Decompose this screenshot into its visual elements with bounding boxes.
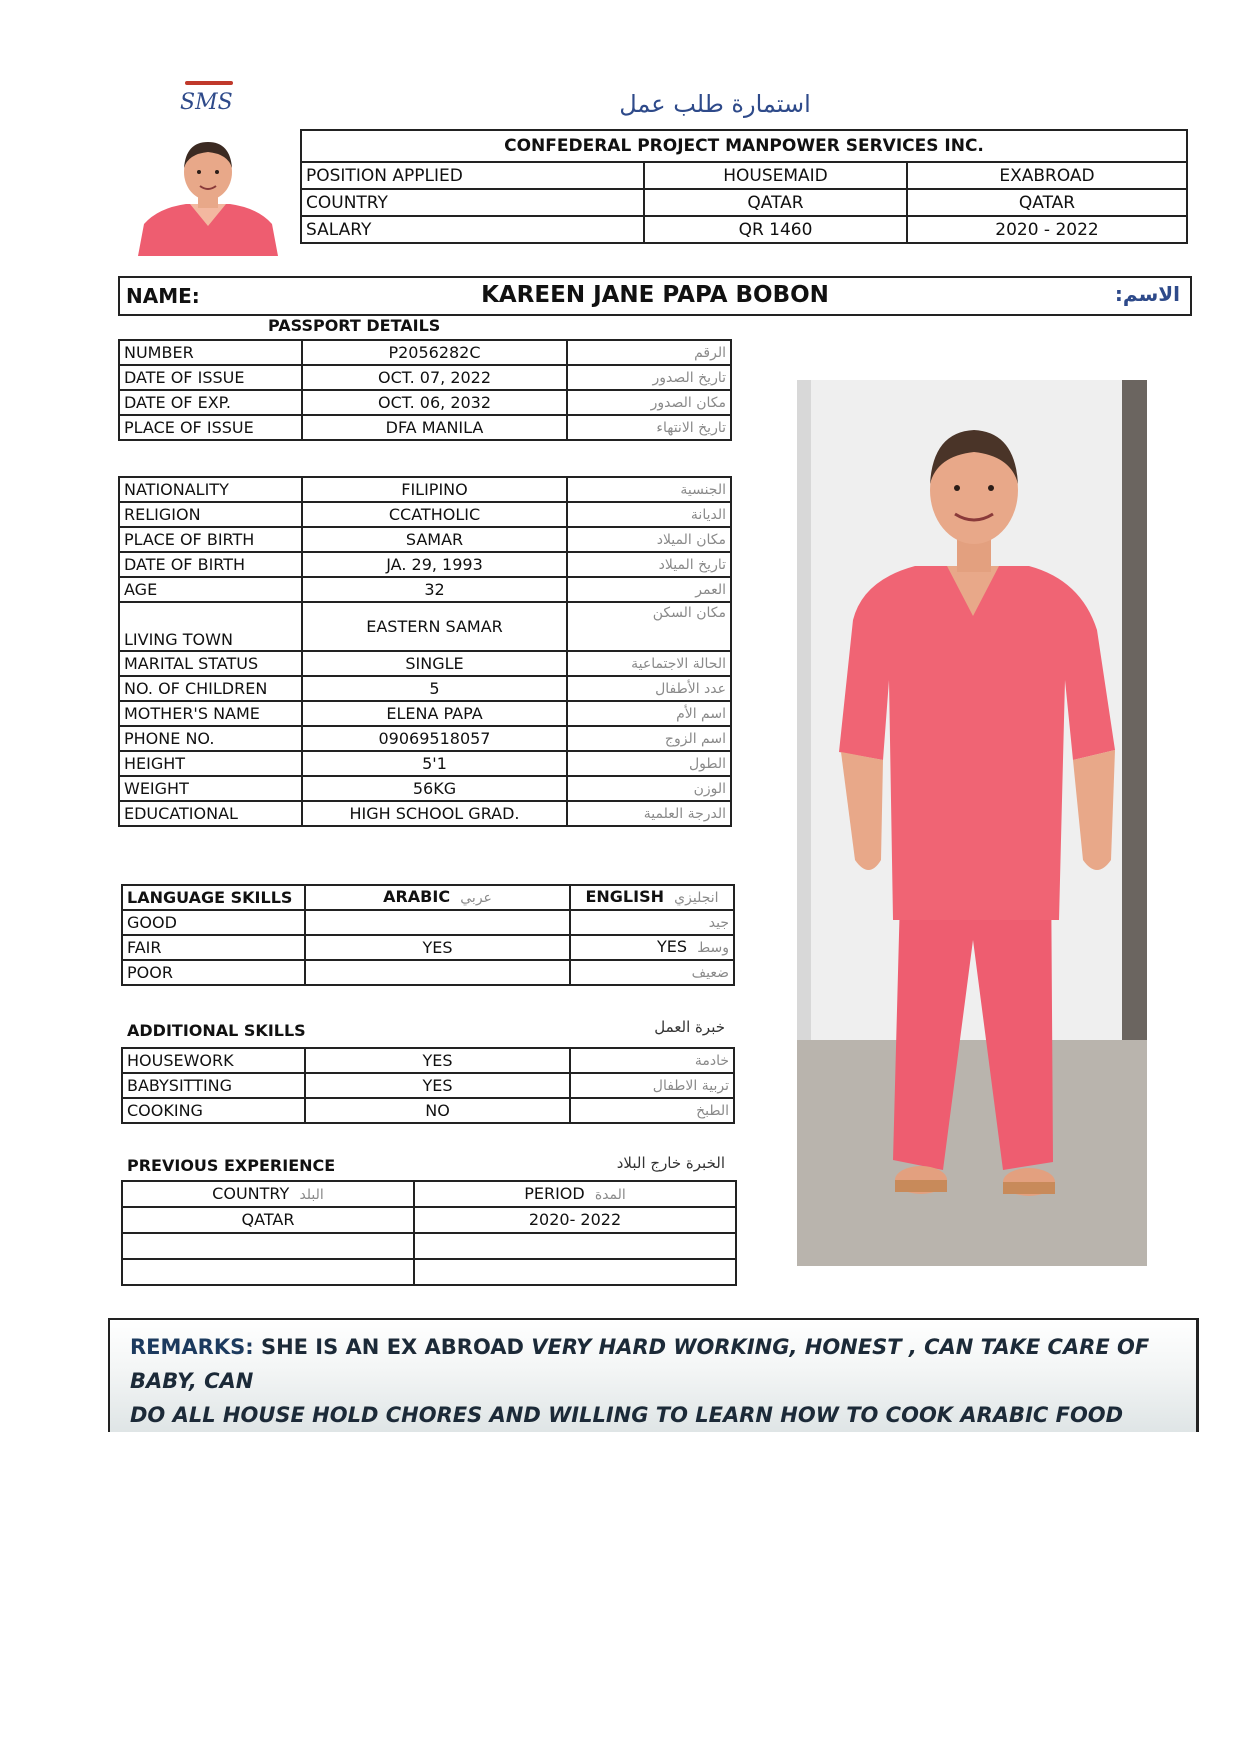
- marital-status-value: SINGLE: [302, 651, 567, 676]
- table-row: [122, 1259, 736, 1285]
- age-arabic: العمر: [567, 577, 731, 602]
- table-row: [119, 776, 731, 801]
- good-label: GOOD: [122, 910, 305, 935]
- name-bar: [118, 276, 1192, 316]
- additional-skills-title: ADDITIONAL SKILLS: [127, 1021, 306, 1040]
- table-row: [119, 602, 731, 651]
- additional-skills-title-arabic: خبرة العمل: [654, 1018, 725, 1036]
- children-value: 5: [302, 676, 567, 701]
- birth-place-label: PLACE OF BIRTH: [119, 527, 302, 552]
- position-value: HOUSEMAID: [644, 162, 907, 189]
- phone-arabic: اسم الزوج: [567, 726, 731, 751]
- table-row: [122, 885, 734, 910]
- mother-name-label: MOTHER'S NAME: [119, 701, 302, 726]
- applicant-name: KAREEN JANE PAPA BOBON: [481, 282, 829, 308]
- housework-label: HOUSEWORK: [122, 1048, 305, 1073]
- passport-number-label: NUMBER: [119, 340, 302, 365]
- remarks-plain: SHE IS AN EX ABROAD: [260, 1335, 524, 1359]
- weight-arabic: الوزن: [567, 776, 731, 801]
- living-town-value: EASTERN SAMAR: [302, 602, 567, 651]
- additional-skills-table: [121, 1047, 735, 1124]
- poor-label: POOR: [122, 960, 305, 985]
- age-value: 32: [302, 577, 567, 602]
- position-label: POSITION APPLIED: [301, 162, 644, 189]
- table-row: [119, 390, 731, 415]
- table-row: [122, 1207, 736, 1233]
- marital-status-label: MARITAL STATUS: [119, 651, 302, 676]
- name-label-arabic: الاسم:: [1114, 282, 1180, 306]
- poor-arabic-label: ضعيف: [691, 965, 729, 981]
- living-town-label: LIVING TOWN: [119, 602, 302, 651]
- good-arabic-label: جيد: [708, 915, 729, 931]
- phone-label: PHONE NO.: [119, 726, 302, 751]
- birth-date-value: JA. 29, 1993: [302, 552, 567, 577]
- experience-table: [121, 1180, 737, 1286]
- passport-table: [118, 339, 732, 441]
- experience-country: QATAR: [122, 1207, 414, 1233]
- experience-country: [122, 1233, 414, 1259]
- experience-country: [122, 1259, 414, 1285]
- period-column-header-ar: المدة: [594, 1186, 626, 1203]
- name-label: NAME:: [126, 284, 200, 308]
- country-column-header: COUNTRY: [212, 1183, 290, 1203]
- cooking-value: NO: [305, 1098, 570, 1123]
- babysitting-arabic: تربية الاطفال: [570, 1073, 734, 1098]
- age-label: AGE: [119, 577, 302, 602]
- table-row: [119, 726, 731, 751]
- salary-label: SALARY: [301, 216, 644, 243]
- language-skills-header: LANGUAGE SKILLS: [122, 885, 305, 910]
- company-name: CONFEDERAL PROJECT MANPOWER SERVICES INC.: [301, 130, 1187, 162]
- applicant-photo-full: [797, 380, 1147, 1266]
- cooking-arabic: الطبخ: [570, 1098, 734, 1123]
- passport-number-arabic: الرقم: [567, 340, 731, 365]
- period-column-header: PERIOD: [524, 1183, 585, 1203]
- table-row: [122, 1233, 736, 1259]
- salary-value: QR 1460: [644, 216, 907, 243]
- issue-date-label: DATE OF ISSUE: [119, 365, 302, 390]
- education-arabic: الدرجة العلمية: [567, 801, 731, 826]
- experience-period: [414, 1259, 736, 1285]
- position-extra: EXABROAD: [907, 162, 1187, 189]
- country-column-header-ar: البلد: [299, 1186, 324, 1203]
- table-row: [122, 1098, 734, 1123]
- good-arabic: [305, 910, 570, 935]
- table-row: [119, 701, 731, 726]
- weight-value: 56KG: [302, 776, 567, 801]
- table-row: [119, 365, 731, 390]
- religion-label: RELIGION: [119, 502, 302, 527]
- weight-label: WEIGHT: [119, 776, 302, 801]
- experience-period: 2020- 2022: [414, 1207, 736, 1233]
- agency-logo: SMS: [180, 90, 233, 115]
- phone-value: 09069518057: [302, 726, 567, 751]
- arabic-column-header: ARABIC: [383, 887, 451, 906]
- table-row: [119, 477, 731, 502]
- nationality-value: FILIPINO: [302, 477, 567, 502]
- religion-value: CCATHOLIC: [302, 502, 567, 527]
- nationality-label: NATIONALITY: [119, 477, 302, 502]
- table-row: [122, 1073, 734, 1098]
- exp-date-arabic: مكان الصدور: [567, 390, 731, 415]
- birth-place-value: SAMAR: [302, 527, 567, 552]
- birth-place-arabic: مكان الميلاد: [567, 527, 731, 552]
- english-column-header-ar: انجليزي: [674, 890, 719, 906]
- previous-experience-title: PREVIOUS EXPERIENCE: [127, 1156, 336, 1175]
- poor-arabic: [305, 960, 570, 985]
- applicant-photo-small: [138, 134, 278, 256]
- table-row: [119, 415, 731, 440]
- arabic-column-header-ar: عربي: [460, 890, 492, 906]
- position-table: [300, 129, 1188, 244]
- form-title-arabic: استمارة طلب عمل: [619, 90, 811, 118]
- english-column-header: ENGLISH: [585, 887, 664, 906]
- babysitting-value: YES: [305, 1073, 570, 1098]
- cooking-label: COOKING: [122, 1098, 305, 1123]
- table-row: [119, 340, 731, 365]
- birth-date-arabic: تاريخ الميلاد: [567, 552, 731, 577]
- issue-place-label: PLACE OF ISSUE: [119, 415, 302, 440]
- table-row: [122, 910, 734, 935]
- passport-title: PASSPORT DETAILS: [268, 316, 441, 335]
- nationality-arabic: الجنسية: [567, 477, 731, 502]
- country-label: COUNTRY: [301, 189, 644, 216]
- passport-number-value: P2056282C: [302, 340, 567, 365]
- table-row: [122, 1181, 736, 1207]
- table-row: [119, 751, 731, 776]
- table-row: [122, 960, 734, 985]
- language-table: [121, 884, 735, 986]
- housework-arabic: خادمة: [570, 1048, 734, 1073]
- remarks-italic-2: DO ALL HOUSE HOLD CHORES AND WILLING TO LEARN HOW TO COOK ARABIC FOOD: [130, 1403, 1124, 1427]
- table-row: [119, 651, 731, 676]
- fair-label: FAIR: [122, 935, 305, 960]
- mother-name-arabic: اسم الأم: [567, 701, 731, 726]
- table-row: [119, 676, 731, 701]
- issue-place-arabic: تاريخ الانتهاء: [567, 415, 731, 440]
- children-arabic: عدد الأطفال: [567, 676, 731, 701]
- marital-status-arabic: الحالة الاجتماعية: [567, 651, 731, 676]
- mother-name-value: ELENA PAPA: [302, 701, 567, 726]
- fair-arabic: YES: [305, 935, 570, 960]
- table-row: [119, 577, 731, 602]
- babysitting-label: BABYSITTING: [122, 1073, 305, 1098]
- country-value: QATAR: [644, 189, 907, 216]
- fair-english: YES: [657, 937, 688, 956]
- height-label: HEIGHT: [119, 751, 302, 776]
- birth-date-label: DATE OF BIRTH: [119, 552, 302, 577]
- table-row: [119, 527, 731, 552]
- remarks-label: REMARKS:: [130, 1335, 254, 1359]
- housework-value: YES: [305, 1048, 570, 1073]
- previous-experience-title-arabic: الخبرة خارج البلاد: [616, 1154, 725, 1172]
- table-row: [301, 189, 1187, 216]
- fair-arabic-label: وسط: [697, 940, 729, 956]
- table-row: [122, 935, 734, 960]
- table-row: [119, 552, 731, 577]
- remarks-box: [108, 1318, 1199, 1432]
- table-row: [301, 162, 1187, 189]
- children-label: NO. OF CHILDREN: [119, 676, 302, 701]
- education-value: HIGH SCHOOL GRAD.: [302, 801, 567, 826]
- height-arabic: الطول: [567, 751, 731, 776]
- issue-date-value: OCT. 07, 2022: [302, 365, 567, 390]
- remarks-italic-1: VERY HARD WORKING, HONEST , CAN TAKE CARE OF BABY, CAN: [130, 1335, 1150, 1393]
- salary-extra: 2020 - 2022: [907, 216, 1187, 243]
- issue-date-arabic: تاريخ الصدور: [567, 365, 731, 390]
- country-extra: QATAR: [907, 189, 1187, 216]
- religion-arabic: الديانة: [567, 502, 731, 527]
- logo-swoosh: [185, 81, 233, 85]
- personal-table: [118, 476, 732, 827]
- issue-place-value: DFA MANILA: [302, 415, 567, 440]
- exp-date-value: OCT. 06, 2032: [302, 390, 567, 415]
- table-row: [301, 216, 1187, 243]
- table-row: [122, 1048, 734, 1073]
- living-town-arabic: مكان السكن: [567, 602, 731, 651]
- table-row: [119, 801, 731, 826]
- education-label: EDUCATIONAL: [119, 801, 302, 826]
- height-value: 5'1: [302, 751, 567, 776]
- remarks-text: [130, 1330, 1178, 1432]
- experience-period: [414, 1233, 736, 1259]
- table-row: [119, 502, 731, 527]
- exp-date-label: DATE OF EXP.: [119, 390, 302, 415]
